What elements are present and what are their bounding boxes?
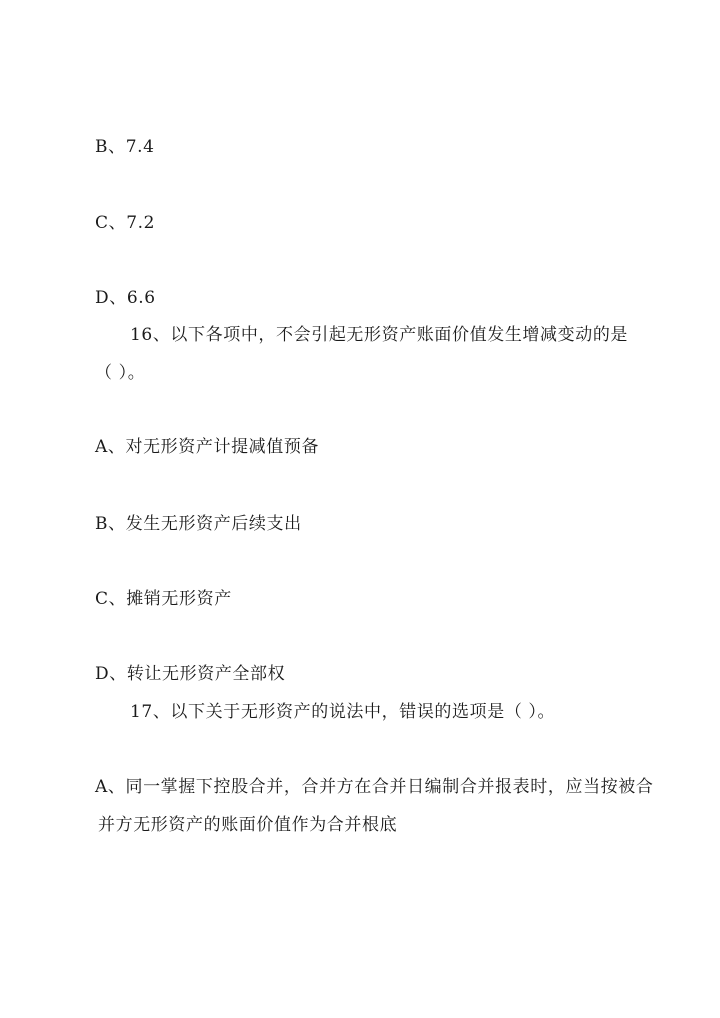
q16-option-a: A、对无形资产计提减值预备 [95,437,320,457]
q16-stem-line1: 16、以下各项中，不会引起无形资产账面价值发生增减变动的是 [130,325,629,345]
q15-option-c: C、7.2 [95,213,156,233]
q15-option-d: D、6.6 [95,288,156,308]
q16-option-c: C、摊销无形资产 [95,589,232,609]
q16-option-d: D、转让无形资产全部权 [95,664,286,684]
q17-option-a-line2: 并方无形资产的账面价值作为合并根底 [98,815,398,835]
q16-stem-line2: （ ）。 [95,363,146,383]
q16-option-b: B、发生无形资产后续支出 [95,514,302,534]
q17-stem: 17、以下关于无形资产的说法中，错误的选项是（ ）。 [130,702,556,722]
q15-option-b: B、7.4 [95,137,155,157]
q17-option-a-line1: A、同一掌握下控股合并，合并方在合并日编制合并报表时，应当按被合 [95,777,654,797]
